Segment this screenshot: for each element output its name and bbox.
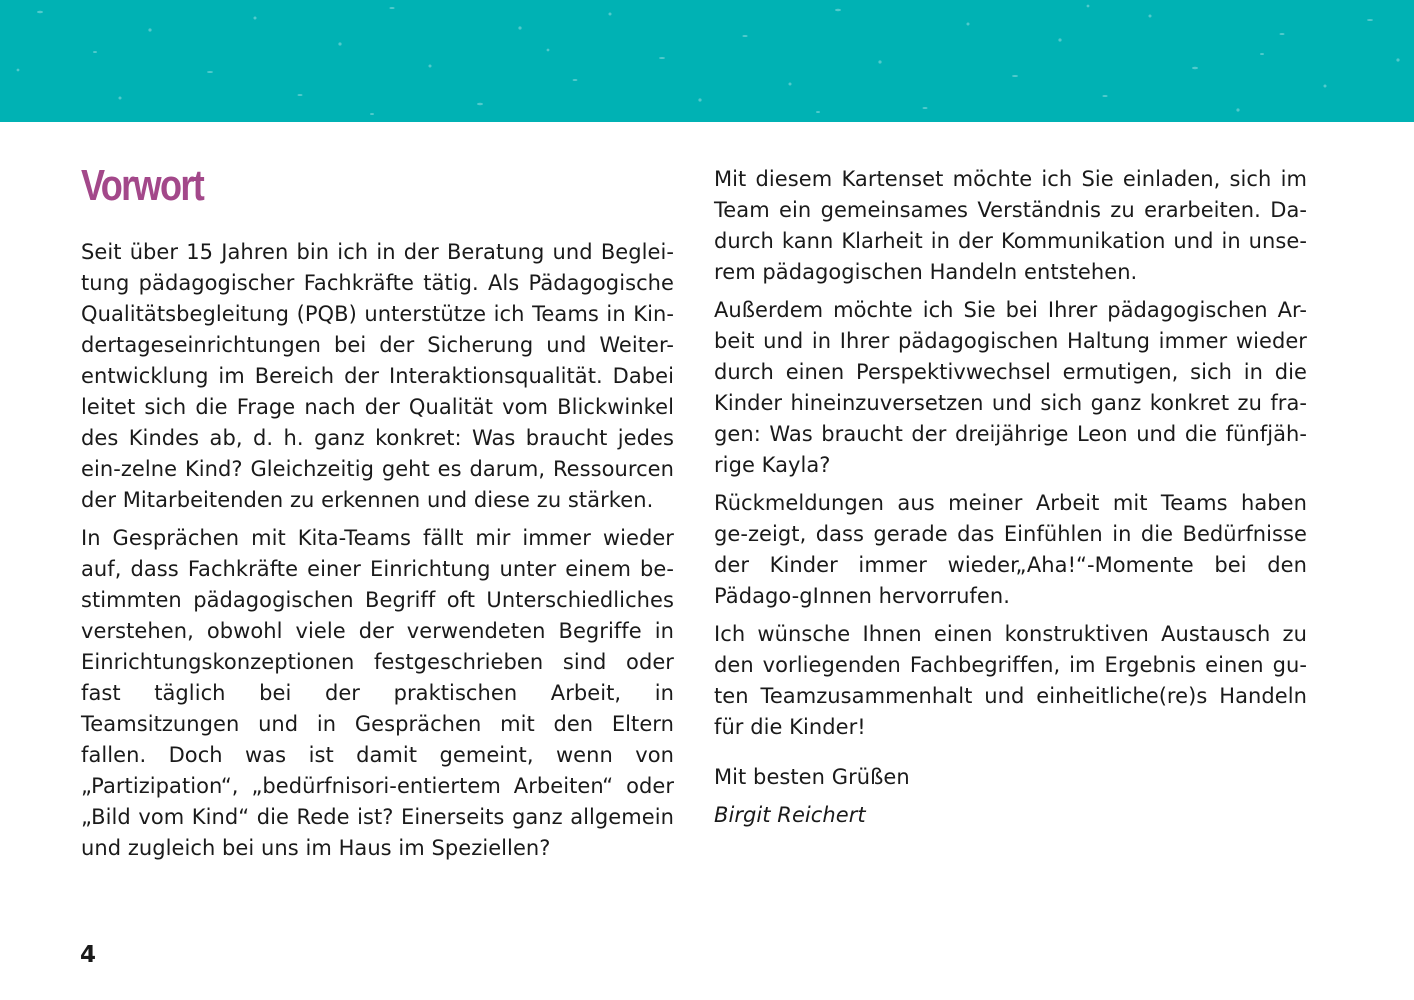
closing-greeting: Mit besten Grüßen xyxy=(714,765,910,789)
left-text-column xyxy=(81,237,674,871)
right-text-column xyxy=(714,164,1307,838)
page-number: 4 xyxy=(80,942,97,968)
paragraph: Mit diesem Kartenset möchte ich Sie einladen, sich im Team ein gemeinsames Verständnis zu erarbeiten. Da-durch kann Klarheit in der Kommunikation und in unse-rem pädagogischen Handeln entstehen. xyxy=(714,167,1307,284)
paragraph: Seit über 15 Jahren bin ich in der Beratung und Beglei-tung pädagogischer Fachkräfte tätig. Als Pädagogische Qualitätsbegleitung (PQB) unterstütze ich Teams in Kin-dertageseinrichtungen bei der Sicherung und Weiter-entwicklung im Bereich der Interaktionsqualität. Dabei leitet sich die Frage nach der Qualität vom Blickwinkel des Kindes ab, d. h. ganz konkret: Was braucht jedes ein-zelne Kind? Gleichzeitig geht es darum, Ressourcen der Mitarbeitenden zu erkennen und diese zu stärken. xyxy=(81,240,674,512)
header-banner xyxy=(0,0,1414,122)
page-title: Vorwort xyxy=(81,161,204,210)
paragraph: Ich wünsche Ihnen einen konstruktiven Austausch zu den vorliegenden Fachbegriffen, im Ergebnis einen gu-ten Teamzusammenhalt und einheitliche(re)s Handeln für die Kinder! xyxy=(714,622,1307,739)
paragraph: Außerdem möchte ich Sie bei Ihrer pädagogischen Ar-beit und in Ihrer pädagogischen Haltung immer wieder durch einen Perspektivwechsel ermutigen, sich in die Kinder hineinzuversetzen und sich ganz konkret zu fra-gen: Was braucht der dreijährige Leon und die fünfjäh-rige Kayla? xyxy=(714,298,1307,477)
paragraph: Rückmeldungen aus meiner Arbeit mit Teams haben ge-zeigt, dass gerade das Einfühlen in die Bedürfnisse der Kinder immer wieder„Aha!“-Momente bei den Pädago-gInnen hervorrufen. xyxy=(714,491,1307,608)
author-signature: Birgit Reichert xyxy=(714,803,866,827)
banner-speckle-texture xyxy=(0,0,1414,122)
paragraph: In Gesprächen mit Kita-Teams fällt mir immer wieder auf, dass Fachkräfte einer Einrichtung unter einem be-stimmten pädagogischen Begriff oft Unterschiedliches verstehen, obwohl viele der verwendeten Begriffe in Einrichtungskonzeptionen festgeschrieben sind oder fast täglich bei der praktischen Arbeit, in Teamsitzungen und in Gesprächen mit den Eltern fallen. Doch was ist damit gemeint, wenn von „Partizipation“, „bedürfnisori-entiertem Arbeiten“ oder „Bild vom Kind“ die Rede ist? Einerseits ganz allgemein und zugleich bei uns im Haus im Speziellen? xyxy=(81,526,674,860)
